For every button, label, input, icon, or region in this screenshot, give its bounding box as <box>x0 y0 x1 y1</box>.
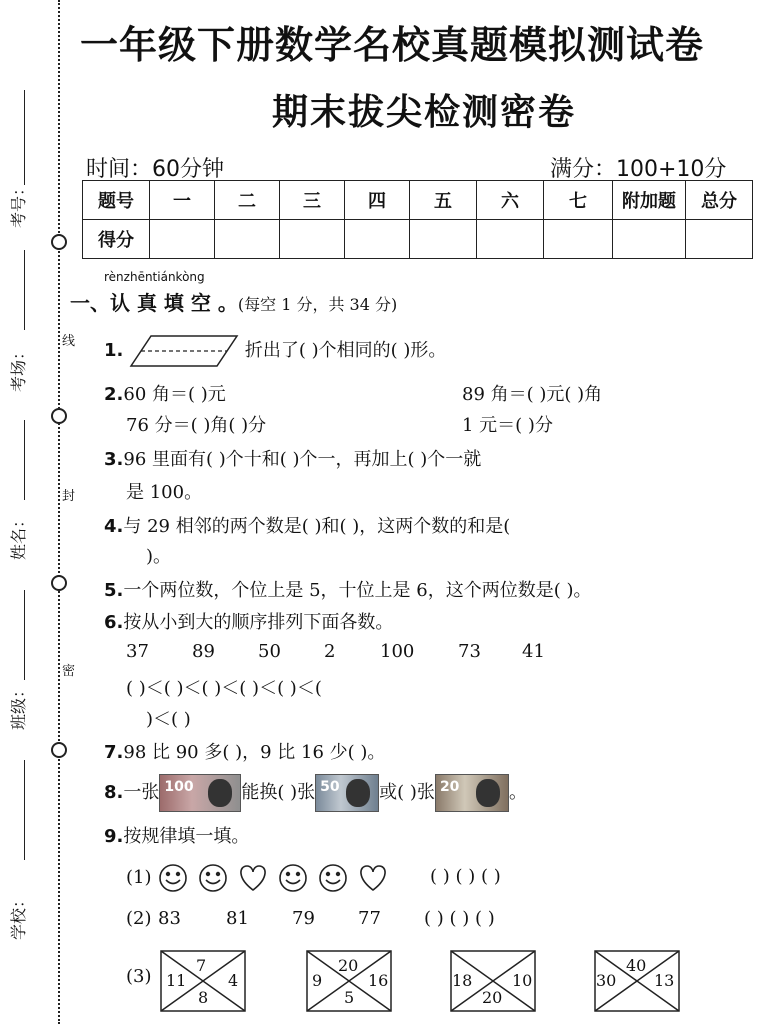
side-fill-line <box>24 590 25 680</box>
page-subtitle: 期末拔尖检测密卷 <box>271 92 576 133</box>
envelope-figure <box>594 950 680 1012</box>
section-pinyin: rènzhēntiánkòng <box>104 270 205 284</box>
score-table-header-row <box>83 181 753 220</box>
heart-icon <box>361 866 385 890</box>
banknote-20-icon: 20 <box>435 774 509 812</box>
envelope-bottom-number: 5 <box>344 988 355 1007</box>
question-number: 3. <box>104 449 124 470</box>
side-label-exam-number: 考号： <box>9 179 28 228</box>
q9-part-1 <box>126 862 419 894</box>
score-table-cell: 六 <box>477 181 544 220</box>
question-2-line-1 <box>104 380 226 406</box>
heart-icon <box>241 866 265 890</box>
q9-part-2-number: 83 <box>158 908 181 929</box>
banknote-100-icon: 100 <box>159 774 241 812</box>
score-table-cell: 得分 <box>83 220 150 259</box>
score-input-cell[interactable] <box>686 220 753 259</box>
smiley-icon <box>280 865 306 891</box>
q9-part-2-label: (2) <box>126 908 152 929</box>
exam-full-score: 满分：100+10分 <box>550 157 727 182</box>
question-6 <box>104 608 393 634</box>
pattern-figure <box>157 862 419 894</box>
question-text: 或( )张 <box>379 782 435 803</box>
score-input-cell[interactable] <box>613 220 686 259</box>
question-text: 能换( )张 <box>241 782 316 803</box>
q9-part-2-number: 81 <box>226 908 249 929</box>
question-text: 98 比 90 多( )，9 比 16 少( )。 <box>123 742 386 763</box>
question-3-line-2: 是 100。 <box>126 482 203 503</box>
question-number: 2. <box>104 384 124 405</box>
envelope-bottom-number: 8 <box>198 988 209 1007</box>
question-1 <box>104 334 446 368</box>
parallelogram-figure <box>129 334 239 368</box>
envelope-top-number: 40 <box>626 956 647 975</box>
q9-part-3-label: (3) <box>126 966 152 987</box>
envelope-bottom-number: 20 <box>482 988 503 1007</box>
q6-number: 73 <box>458 641 481 662</box>
envelope-figure <box>306 950 392 1012</box>
q6-number: 37 <box>126 641 149 662</box>
score-input-cell[interactable] <box>345 220 410 259</box>
page-title: 一年级下册数学名校真题模拟测试卷 <box>80 23 705 67</box>
question-text: 一个两位数，个位上是 5，十位上是 6，这个两位数是( )。 <box>123 580 592 601</box>
question-number: 6. <box>104 612 124 633</box>
question-text: 一张 <box>123 782 160 803</box>
score-table-score-row <box>83 220 753 259</box>
question-4-line-2: )。 <box>146 546 172 567</box>
q6-number: 50 <box>258 641 281 662</box>
question-text: 。 <box>508 782 527 803</box>
question-number: 5. <box>104 580 124 601</box>
envelope-right-number: 16 <box>368 971 389 990</box>
q6-number: 2 <box>324 641 336 662</box>
question-8 <box>104 774 527 812</box>
question-7 <box>104 738 385 764</box>
banknote-50-icon: 50 <box>315 774 379 812</box>
binding-circle <box>51 575 67 591</box>
question-number: 9. <box>104 826 124 847</box>
question-text: 折出了( )个相同的( )形。 <box>244 340 447 361</box>
side-fill-line <box>24 90 25 185</box>
score-input-cell[interactable] <box>477 220 544 259</box>
q6-order-row-1: ( )＜( )＜( )＜( )＜( )＜( <box>126 678 322 699</box>
q6-number: 100 <box>380 641 415 662</box>
q6-number: 41 <box>522 641 545 662</box>
question-text: 60 角＝( )元 <box>123 384 226 405</box>
binding-circle <box>51 742 67 758</box>
q9-part-2-blanks: ( ) ( ) ( ) <box>424 908 495 929</box>
question-number: 1. <box>104 340 124 361</box>
smiley-icon <box>160 865 186 891</box>
score-table-cell: 一 <box>150 181 215 220</box>
envelope-left-number: 30 <box>596 971 617 990</box>
score-table-cell: 总分 <box>686 181 753 220</box>
q9-part-2-number: 79 <box>292 908 315 929</box>
score-table-cell: 五 <box>410 181 477 220</box>
question-text: 96 里面有( )个十和( )个一，再加上( )个一就 <box>123 449 482 470</box>
q9-part-label: (1) <box>126 867 152 888</box>
question-2-line-2: 76 分＝( )角( )分 <box>126 415 267 436</box>
envelope-left-number: 18 <box>452 971 473 990</box>
section-title: 一、认 真 填 空 。 <box>70 291 238 315</box>
envelope-right-number: 13 <box>654 971 675 990</box>
score-table-cell: 附加题 <box>613 181 686 220</box>
binding-circle <box>51 408 67 424</box>
seal-char-secret: 密 <box>62 664 76 679</box>
q6-order-row-2: )＜( ) <box>146 709 191 730</box>
section-heading <box>70 287 397 316</box>
question-9 <box>104 822 249 848</box>
score-input-cell[interactable] <box>150 220 215 259</box>
score-table-cell: 四 <box>345 181 410 220</box>
question-text: 按规律填一填。 <box>123 826 250 847</box>
seal-char-seal: 封 <box>62 489 76 504</box>
side-label-class: 班级： <box>9 681 28 730</box>
envelope-figure <box>160 950 246 1012</box>
envelope-top-number: 20 <box>338 956 359 975</box>
binding-dotted-line <box>58 0 60 1024</box>
score-input-cell[interactable] <box>215 220 280 259</box>
section-note: (每空 1 分，共 34 分) <box>237 295 398 314</box>
envelope-figure <box>450 950 536 1012</box>
envelope-left-number: 9 <box>312 971 323 990</box>
score-table-cell: 二 <box>215 181 280 220</box>
binding-circle <box>51 234 67 250</box>
question-2-line-2-right: 1 元＝( )分 <box>462 415 553 436</box>
question-3-line-1 <box>104 445 481 471</box>
seal-char-line: 线 <box>62 334 76 349</box>
side-fill-line <box>24 420 25 500</box>
q9-part-1-blanks: ( ) ( ) ( ) <box>430 866 501 887</box>
side-fill-line <box>24 760 25 860</box>
question-text: 按从小到大的顺序排列下面各数。 <box>123 612 394 633</box>
envelope-left-number: 11 <box>166 971 187 990</box>
envelope-right-number: 4 <box>228 971 239 990</box>
score-table-cell: 题号 <box>83 181 150 220</box>
envelope-right-number: 10 <box>512 971 533 990</box>
side-label-exam-room: 考场： <box>9 343 28 392</box>
side-fill-line <box>24 250 25 330</box>
score-input-cell[interactable] <box>544 220 613 259</box>
question-text: 与 29 相邻的两个数是( )和( )，这两个数的和是( <box>123 516 511 537</box>
envelope-top-number: 7 <box>196 956 207 975</box>
question-4-line-1 <box>104 512 510 538</box>
score-table <box>82 180 753 259</box>
question-2-line-1-right: 89 角＝( )元( )角 <box>462 384 603 405</box>
q9-part-2-number: 77 <box>358 908 381 929</box>
exam-time: 时间：60分钟 <box>86 157 224 182</box>
question-number: 4. <box>104 516 124 537</box>
side-label-name: 姓名： <box>9 511 28 560</box>
smiley-icon <box>320 865 346 891</box>
score-table-cell: 三 <box>280 181 345 220</box>
score-input-cell[interactable] <box>410 220 477 259</box>
score-table-cell: 七 <box>544 181 613 220</box>
question-number: 7. <box>104 742 124 763</box>
smiley-icon <box>200 865 226 891</box>
q6-number: 89 <box>192 641 215 662</box>
side-label-school: 学校： <box>9 891 28 940</box>
score-input-cell[interactable] <box>280 220 345 259</box>
question-5 <box>104 576 592 602</box>
question-number: 8. <box>104 782 124 803</box>
